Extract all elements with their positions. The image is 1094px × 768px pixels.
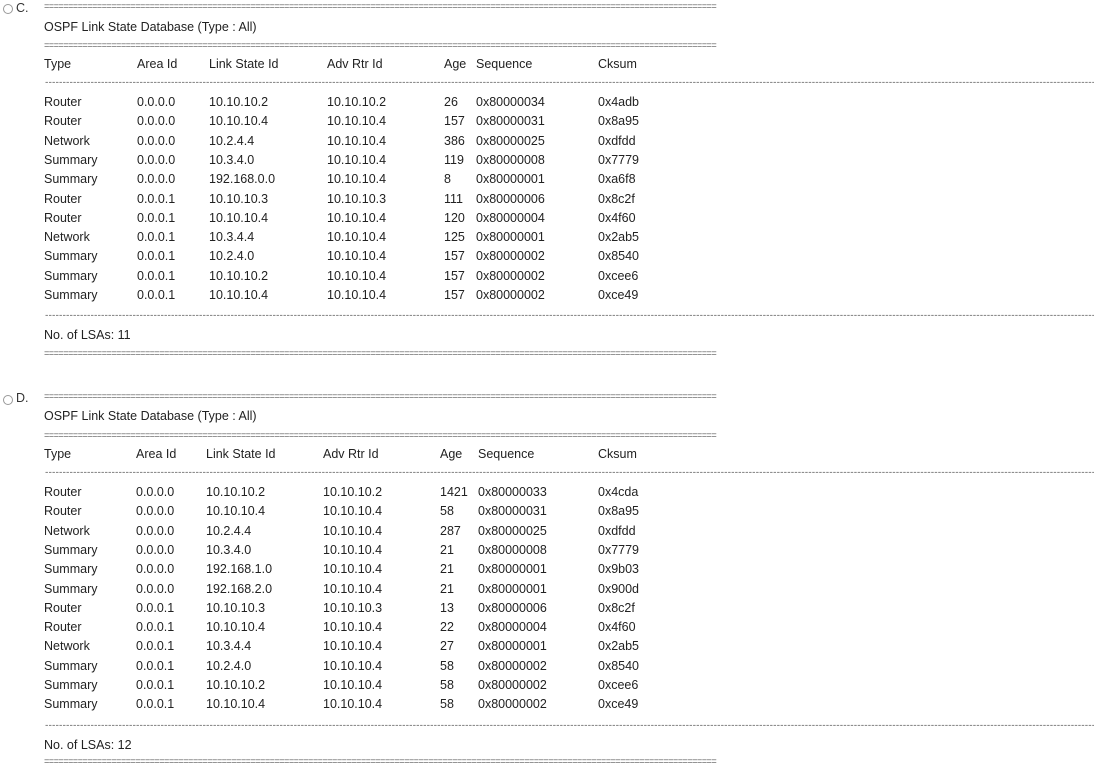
cell-adv-rtr-id: 10.10.10.4 [323,620,383,635]
cell-adv-rtr-id: 10.10.10.4 [327,249,387,264]
cell-sequence: 0x80000008 [478,542,547,557]
header-area-id: Area Id [137,57,178,71]
cell-age: 125 [444,230,465,245]
header-age: Age [444,57,467,71]
cell-area-id: 0.0.0.1 [136,620,175,635]
cell-sequence: 0x80000002 [476,249,545,264]
cell-link-state-id: 192.168.1.0 [206,562,273,577]
cell-cksum: 0x4f60 [598,620,636,635]
cell-sequence: 0x80000031 [478,504,547,519]
cell-type: Summary [44,172,98,187]
separator-double: ============================================================================================================================================ [44,757,717,767]
cell-sequence: 0x80000034 [476,95,545,109]
cell-age: 58 [440,697,454,712]
cell-cksum: 0x8a95 [598,114,640,129]
cell-area-id: 0.0.0.1 [136,600,175,615]
cell-type: Summary [44,562,98,577]
cell-type: Router [44,620,82,635]
cell-sequence: 0x80000002 [476,268,545,283]
cell-sequence: 0x80000001 [476,172,545,187]
cell-type: Summary [44,542,98,557]
cell-adv-rtr-id: 10.10.10.2 [327,95,387,109]
cell-type: Router [44,485,82,499]
cell-link-state-id: 10.3.4.0 [206,542,252,557]
cell-sequence: 0x80000001 [478,562,547,577]
cell-cksum: 0x7779 [598,542,640,557]
cell-link-state-id: 10.10.10.4 [206,620,266,635]
cell-area-id: 0.0.0.1 [136,639,175,654]
cell-link-state-id: 10.10.10.2 [209,95,269,109]
cell-cksum: 0x4f60 [598,210,636,225]
cell-link-state-id: 10.2.4.4 [209,133,255,148]
cell-link-state-id: 192.168.2.0 [206,581,273,596]
header-cksum: Cksum [598,57,637,71]
cell-area-id: 0.0.0.0 [136,485,175,499]
cell-age: 8 [444,172,451,187]
cell-cksum: 0x8540 [598,249,640,264]
cell-area-id: 0.0.0.0 [136,562,175,577]
cell-type: Network [44,133,90,148]
cell-age: 13 [440,600,454,615]
cell-type: Summary [44,678,98,692]
cell-age: 157 [444,288,465,302]
table-title: OSPF Link State Database (Type : All) [44,409,257,423]
separator-dashed: ------------------------------------------------------------------------------------------------------------------------------------------------------------------------------------------------------------------------------------------------------------------------------------------------------------ [44,468,1094,478]
cell-adv-rtr-id: 10.10.10.4 [323,658,383,673]
header-adv-rtr-id: Adv Rtr Id [323,447,379,461]
separator-dashed: ------------------------------------------------------------------------------------------------------------------------------------------------------------------------------------------------------------------------------------------------------------------------------------------------------------ [44,311,1094,321]
cell-link-state-id: 10.10.10.3 [209,191,269,206]
cell-sequence: 0x80000001 [478,581,547,596]
separator-double: ============================================================================================================================================ [44,392,717,402]
cell-link-state-id: 10.3.4.0 [209,152,255,167]
header-cksum: Cksum [598,447,637,461]
cell-age: 21 [440,562,454,577]
cell-link-state-id: 10.10.10.4 [209,210,269,225]
cell-adv-rtr-id: 10.10.10.2 [323,485,383,499]
cell-area-id: 0.0.0.0 [136,581,175,596]
cell-link-state-id: 10.10.10.2 [206,678,266,692]
cell-type: Router [44,504,82,519]
cell-link-state-id: 10.2.4.4 [206,523,252,538]
cell-sequence: 0x80000002 [478,697,547,712]
cell-cksum: 0x8540 [598,658,640,673]
cell-sequence: 0x80000033 [478,485,547,499]
cell-sequence: 0x80000025 [476,133,545,148]
cell-cksum: 0x8c2f [598,191,635,206]
cell-adv-rtr-id: 10.10.10.4 [323,523,383,538]
cell-age: 157 [444,268,465,283]
cell-adv-rtr-id: 10.10.10.4 [323,581,383,596]
cell-area-id: 0.0.0.0 [137,95,176,109]
cell-sequence: 0x80000001 [478,639,547,654]
cell-cksum: 0xcee6 [598,268,639,283]
cell-type: Router [44,95,82,109]
cell-age: 287 [440,523,461,538]
cell-adv-rtr-id: 10.10.10.4 [323,639,383,654]
cell-area-id: 0.0.0.1 [137,268,176,283]
cell-link-state-id: 10.3.4.4 [209,230,255,245]
cell-sequence: 0x80000006 [478,600,547,615]
cell-type: Summary [44,268,98,283]
cell-link-state-id: 10.3.4.4 [206,639,252,654]
cell-cksum: 0x4cda [598,485,639,499]
cell-type: Router [44,600,82,615]
cell-link-state-id: 10.10.10.4 [209,288,269,302]
cell-link-state-id: 10.2.4.0 [206,658,252,673]
cell-age: 58 [440,504,454,519]
header-area-id: Area Id [136,447,177,461]
cell-age: 120 [444,210,465,225]
table-title: OSPF Link State Database (Type : All) [44,20,257,34]
cell-type: Summary [44,658,98,673]
cell-cksum: 0xa6f8 [598,172,636,187]
cell-area-id: 0.0.0.1 [136,658,175,673]
cell-sequence: 0x80000004 [478,620,547,635]
cell-adv-rtr-id: 10.10.10.4 [327,152,387,167]
cell-sequence: 0x80000002 [478,658,547,673]
cell-cksum: 0x900d [598,581,640,596]
cell-area-id: 0.0.0.0 [136,523,175,538]
cell-area-id: 0.0.0.1 [137,191,176,206]
cell-area-id: 0.0.0.1 [137,288,176,302]
cell-type: Network [44,523,90,538]
cell-adv-rtr-id: 10.10.10.4 [323,542,383,557]
cell-type: Summary [44,288,98,302]
lsa-count: No. of LSAs: 12 [44,738,132,752]
separator-double: ============================================================================================================================================ [44,41,717,51]
header-link-state-id: Link State Id [206,447,276,461]
cell-adv-rtr-id: 10.10.10.4 [327,230,387,245]
cell-sequence: 0x80000008 [476,152,545,167]
cell-age: 157 [444,249,465,264]
option-c-letter: C. [16,1,29,15]
cell-type: Router [44,210,82,225]
cell-age: 58 [440,678,454,692]
cell-link-state-id: 10.2.4.0 [209,249,255,264]
cell-adv-rtr-id: 10.10.10.4 [327,114,387,129]
cell-age: 58 [440,658,454,673]
cell-area-id: 0.0.0.1 [137,210,176,225]
cell-cksum: 0x9b03 [598,562,640,577]
cell-cksum: 0xce49 [598,697,639,712]
cell-link-state-id: 10.10.10.4 [206,697,266,712]
cell-link-state-id: 10.10.10.3 [206,600,266,615]
cell-area-id: 0.0.0.0 [137,114,176,129]
cell-age: 22 [440,620,454,635]
cell-adv-rtr-id: 10.10.10.4 [327,288,387,302]
cell-sequence: 0x80000006 [476,191,545,206]
cell-adv-rtr-id: 10.10.10.4 [323,697,383,712]
cell-area-id: 0.0.0.0 [137,172,176,187]
cell-type: Summary [44,249,98,264]
cell-link-state-id: 10.10.10.2 [209,268,269,283]
cell-age: 111 [444,191,464,206]
cell-area-id: 0.0.0.0 [136,504,175,519]
cell-age: 386 [444,133,465,148]
cell-age: 27 [440,639,454,654]
cell-sequence: 0x80000001 [476,230,545,245]
cell-type: Summary [44,152,98,167]
separator-double: ============================================================================================================================================ [44,349,717,359]
separator-dashed: ------------------------------------------------------------------------------------------------------------------------------------------------------------------------------------------------------------------------------------------------------------------------------------------------------------ [44,78,1094,88]
cell-age: 157 [444,114,465,129]
cell-adv-rtr-id: 10.10.10.4 [323,678,383,692]
cell-adv-rtr-id: 10.10.10.3 [323,600,383,615]
cell-sequence: 0x80000002 [478,678,547,692]
cell-link-state-id: 10.10.10.4 [209,114,269,129]
cell-sequence: 0x80000025 [478,523,547,538]
cell-cksum: 0xcee6 [598,678,639,692]
option-d-letter: D. [16,391,29,405]
cell-cksum: 0x8c2f [598,600,635,615]
cell-sequence: 0x80000004 [476,210,545,225]
cell-type: Network [44,639,90,654]
cell-type: Network [44,230,90,245]
cell-cksum: 0x2ab5 [598,639,640,654]
cell-link-state-id: 10.10.10.2 [206,485,266,499]
header-sequence: Sequence [478,447,535,461]
cell-cksum: 0x8a95 [598,504,640,519]
header-link-state-id: Link State Id [209,57,279,71]
cell-link-state-id: 10.10.10.4 [206,504,266,519]
separator-double: ============================================================================================================================================ [44,431,717,441]
cell-area-id: 0.0.0.0 [137,133,176,148]
cell-type: Router [44,191,82,206]
cell-type: Summary [44,581,98,596]
cell-age: 21 [440,542,454,557]
header-sequence: Sequence [476,57,533,71]
separator-dashed: ------------------------------------------------------------------------------------------------------------------------------------------------------------------------------------------------------------------------------------------------------------------------------------------------------------ [44,721,1094,731]
cell-area-id: 0.0.0.1 [136,678,175,692]
cell-cksum: 0x7779 [598,152,640,167]
cell-age: 119 [444,152,464,167]
cell-type: Summary [44,697,98,712]
cell-adv-rtr-id: 10.10.10.4 [327,268,387,283]
cell-age: 1421 [440,485,468,499]
cell-adv-rtr-id: 10.10.10.4 [323,562,383,577]
cell-cksum: 0xdfdd [598,133,636,148]
cell-area-id: 0.0.0.1 [137,249,176,264]
cell-link-state-id: 192.168.0.0 [209,172,276,187]
header-age: Age [440,447,463,461]
cell-sequence: 0x80000031 [476,114,545,129]
header-type: Type [44,447,72,461]
cell-cksum: 0xdfdd [598,523,636,538]
cell-area-id: 0.0.0.1 [136,697,175,712]
lsa-count: No. of LSAs: 11 [44,328,131,342]
header-adv-rtr-id: Adv Rtr Id [327,57,383,71]
cell-cksum: 0x4adb [598,95,640,109]
option-d-radio[interactable] [3,395,13,405]
header-type: Type [44,57,72,71]
separator-double: ============================================================================================================================================ [44,2,717,12]
cell-cksum: 0xce49 [598,288,639,302]
cell-area-id: 0.0.0.0 [137,152,176,167]
cell-area-id: 0.0.0.1 [137,230,176,245]
cell-area-id: 0.0.0.0 [136,542,175,557]
cell-adv-rtr-id: 10.10.10.4 [323,504,383,519]
cell-adv-rtr-id: 10.10.10.4 [327,210,387,225]
cell-type: Router [44,114,82,129]
cell-age: 21 [440,581,454,596]
cell-sequence: 0x80000002 [476,288,545,302]
cell-cksum: 0x2ab5 [598,230,640,245]
cell-adv-rtr-id: 10.10.10.4 [327,172,387,187]
cell-adv-rtr-id: 10.10.10.4 [327,133,387,148]
cell-adv-rtr-id: 10.10.10.3 [327,191,387,206]
cell-age: 26 [444,95,458,109]
